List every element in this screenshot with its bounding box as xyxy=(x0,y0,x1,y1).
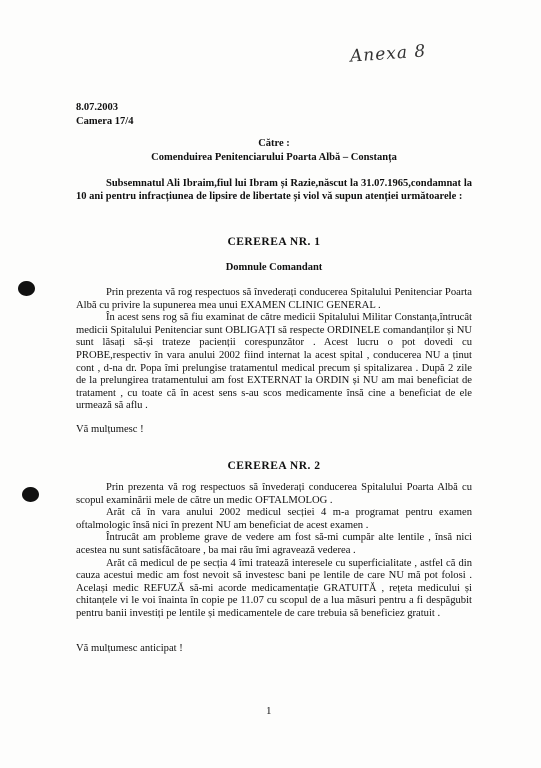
page-number: 1 xyxy=(266,705,272,717)
request-1-closing: Vă mulțumesc ! xyxy=(76,424,144,435)
request-1-body xyxy=(76,287,472,413)
room-number: Camera 17/4 xyxy=(76,116,134,127)
request-1-paragraph: În acest sens rog să fiu examinat de către medicii Spitalului Militar Constanța,întrucât medicii Spitalului Penitenciar sunt OBLIGAȚI să respecte ORDINELE comandanților și NU sunt lăsați să-și trateze pacienții corespunzător . Acest lucru o pot dovedi cu PROBE,respectiv în vara anului 2002 fiind internat la acest spital , conducerea NU a ținut cont , d-na dr. Popa îmi prelungise tratamentul medical precum și spitalizarea . După 2 zile de la prelungirea tratamentului am fost EXTERNAT la ORDIN și NU am mai beneficiat de tratament , cu toate că în acest sens s-au scos medicamente însă cine a beneficiat de ele urmează să aflu . xyxy=(76,312,472,412)
request-2-closing: Vă mulțumesc anticipat ! xyxy=(76,643,183,654)
request-2-body xyxy=(76,482,472,621)
request-1-title: CEREREA NR. 1 xyxy=(227,236,321,248)
recipient-institution: Comenduirea Penitenciarului Poarta Albă – Constanța xyxy=(151,152,397,163)
request-2-paragraph: Prin prezenta vă rog respectuos să învederați conducerea Spitalului Poarta Albă cu scopul examinării mele de către un medic OFTALMOLOG . xyxy=(76,482,472,506)
request-1-paragraph: Prin prezenta vă rog respectuos să învederați conducerea Spitalului Penitenciar Poarta Albă cu privire la supunerea mea unui EXAMEN CLINIC GENERAL . xyxy=(76,287,472,311)
document-date: 8.07.2003 xyxy=(76,102,118,113)
request-1-salutation: Domnule Comandant xyxy=(225,262,323,273)
handwritten-annotation: Anexa 8 xyxy=(349,41,427,67)
request-2-paragraph: Întrucât am probleme grave de vedere am fost să-mi cumpăr alte lentile , însă nici acestea nu sunt satisfăcătoare , ba mai rău îmi agravează vederea . xyxy=(76,532,472,556)
punch-hole-top xyxy=(18,281,35,296)
intro-paragraph: Subsemnatul Ali Ibraim,fiul lui Ibram și Razie,născut la 31.07.1965,condamnat la 10 ani pentru infracțiunea de lipsire de libertate și viol vă supun atenției următoarele : xyxy=(76,178,472,202)
punch-hole-bottom xyxy=(22,487,39,502)
request-2-title: CEREREA NR. 2 xyxy=(227,460,321,472)
request-2-paragraph: Arăt că în vara anului 2002 medicul secției 4 m-a programat pentru examen oftalmologic însă nici în prezent NU am beneficiat de acest examen . xyxy=(76,507,472,531)
request-2-paragraph: Arăt că medicul de pe secția 4 îmi tratează interesele cu superficialitate , astfel că din cauza acestui medic am fost nevoit să investesc bani pe lentile de care NU mă pot folosi . Același medic REFUZĂ să-mi acorde medicamentație GRATUITĂ , rețeta medicului și chitanțele vi le voi înainta în copie pe 11.07 cu scopul de a lua măsuri pentru a fi despăgubit pentru banii investiți pe lentile și medicamentele de care trebuia să beneficiez gratuit . xyxy=(76,557,472,619)
recipient-label: Către : xyxy=(258,138,290,149)
